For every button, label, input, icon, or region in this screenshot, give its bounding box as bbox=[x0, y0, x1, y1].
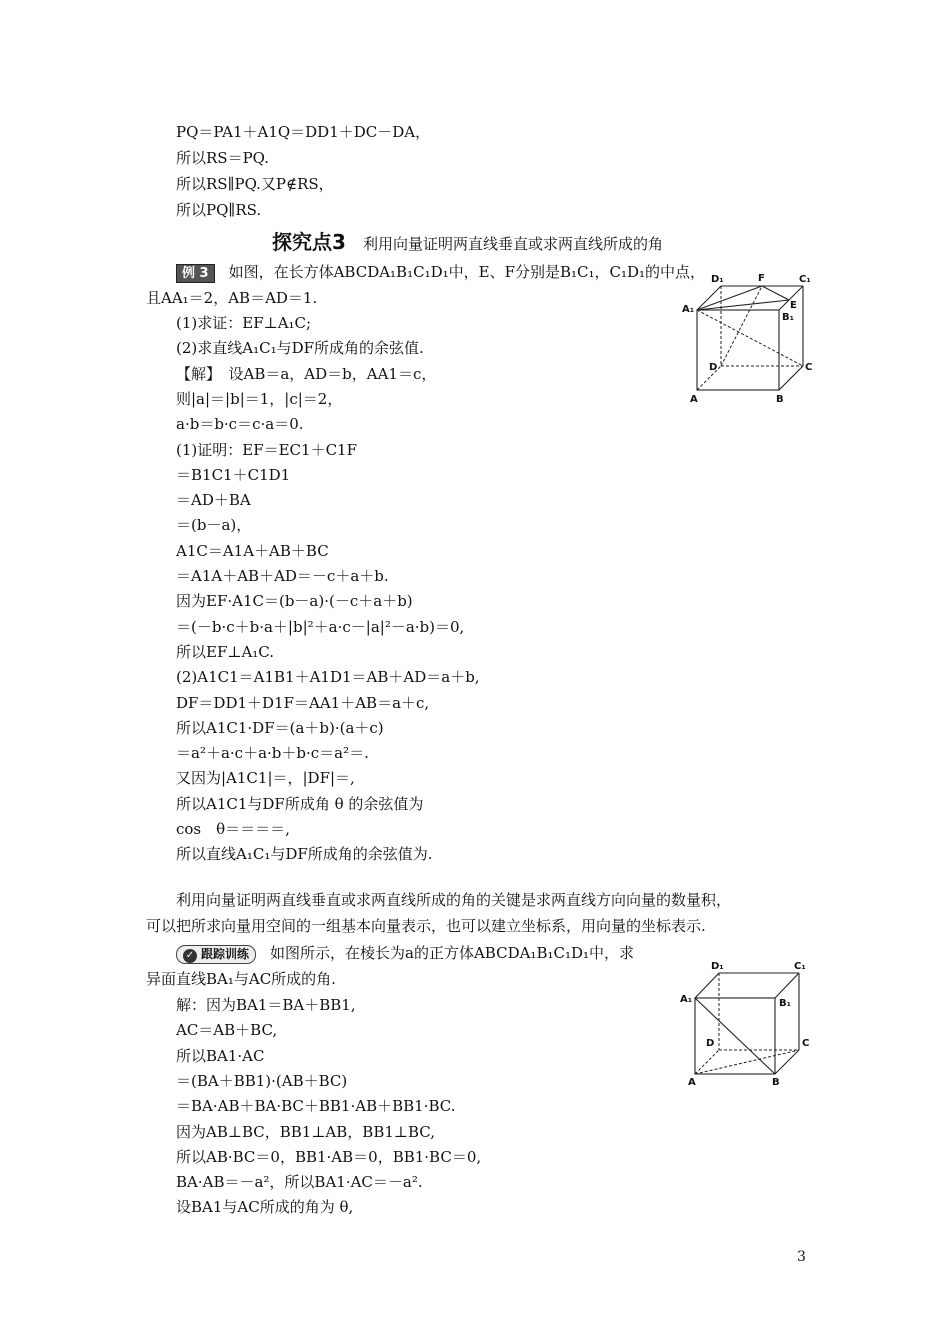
practice-intro-line bbox=[176, 943, 634, 964]
section-subtitle: 利用向量证明两直线垂直或求两直线所成的角 bbox=[363, 235, 664, 253]
label-F: F bbox=[758, 273, 765, 284]
solution-line: 因为AB⊥BC，BB1⊥AB，BB1⊥BC, bbox=[176, 1123, 435, 1141]
solution-line: ＝AD＋BA bbox=[176, 491, 251, 509]
solution-line: ＝(b－a)， bbox=[176, 516, 252, 534]
summary-line: 利用向量证明两直线垂直或求两直线所成的角的关键是求两直线方向向量的数量积， bbox=[176, 891, 732, 909]
solution-line: 解：因为BA1＝BA＋BB1, bbox=[176, 996, 356, 1014]
solution-line: ＝B1C1＋C1D1 bbox=[176, 466, 291, 484]
solution-line: 设BA1与AC所成的角为 θ, bbox=[176, 1198, 354, 1216]
summary-line: 可以把所求向量用空间的一组基本向量表示，也可以建立坐标系，用向量的坐标表示. bbox=[146, 917, 706, 935]
example-badge: 例 3 bbox=[176, 264, 215, 283]
solution-line: (1)求证：EF⊥A₁C; bbox=[176, 314, 312, 332]
solution-line: 【解】 设AB＝a，AD＝b，AA1＝c， bbox=[176, 365, 437, 383]
solution-line: ＝(－b·c＋b·a＋|b|²＋a·c－|a|²－a·b)＝0, bbox=[176, 618, 465, 636]
label-C: C bbox=[805, 362, 813, 373]
label-B1: B₁ bbox=[782, 312, 795, 323]
cuboid-figure bbox=[678, 266, 818, 406]
label-D: D bbox=[709, 362, 718, 373]
label-D1: D₁ bbox=[711, 274, 724, 285]
label-C1: C₁ bbox=[794, 961, 806, 972]
solution-line: ＝A1A＋AB＋AD＝－c＋a＋b. bbox=[176, 567, 389, 585]
example-intro-line bbox=[176, 262, 705, 283]
solution-line: ＝(BA＋BB1)·(AB＋BC) bbox=[176, 1072, 348, 1090]
solution-line: A1C＝A1A＋AB＋BC bbox=[176, 542, 329, 560]
solution-line: 所以A1C1与DF所成角 θ 的余弦值为 bbox=[176, 795, 424, 813]
label-B1: B₁ bbox=[779, 998, 792, 1009]
practice-badge: ✓ 跟踪训练 bbox=[176, 945, 256, 964]
label-A: A bbox=[688, 1077, 696, 1088]
text-line: 所以RS＝PQ. bbox=[176, 149, 269, 167]
solution-line: (2)求直线A₁C₁与DF所成角的余弦值. bbox=[176, 339, 424, 357]
solution-line: 所以BA1·AC bbox=[176, 1047, 265, 1065]
text-line: 所以PQ∥RS. bbox=[176, 201, 262, 219]
text-line: 所以RS∥PQ.又P∉RS， bbox=[176, 175, 334, 193]
solution-line: 所以直线A₁C₁与DF所成角的余弦值为. bbox=[176, 845, 433, 863]
label-A1: A₁ bbox=[680, 994, 693, 1005]
label-B: B bbox=[772, 1077, 780, 1088]
label-E: E bbox=[790, 300, 797, 311]
solution-line: 所以A1C1·DF＝(a＋b)·(a＋c) bbox=[176, 719, 384, 737]
label-C: C bbox=[802, 1038, 810, 1049]
solution-line: 所以AB·BC＝0，BB1·AB＝0，BB1·BC＝0, bbox=[176, 1148, 482, 1166]
solution-line: DF＝DD1＋D1F＝AA1＋AB＝a＋c, bbox=[176, 694, 430, 712]
solution-line: (1)证明：EF＝EC1＋C1F bbox=[176, 441, 358, 459]
text-line: 异面直线BA₁与AC所成的角. bbox=[146, 970, 336, 988]
page-number: 3 bbox=[797, 1249, 806, 1265]
practice-question: 如图所示，在棱长为a的正方体ABCDA₁B₁C₁D₁中，求 bbox=[270, 944, 635, 962]
example-question: 如图，在长方体ABCDA₁B₁C₁D₁中，E、F分别是B₁C₁，C₁D₁的中点， bbox=[228, 263, 706, 281]
label-A1: A₁ bbox=[682, 304, 695, 315]
label-D: D bbox=[706, 1038, 715, 1049]
label-C1: C₁ bbox=[799, 274, 811, 285]
cube-figure bbox=[678, 958, 818, 1088]
solution-line: ＝a²＋a·c＋a·b＋b·c＝a²＝. bbox=[176, 744, 369, 762]
solution-line: a·b＝b·c＝c·a＝0. bbox=[176, 415, 304, 433]
section-title: 探究点3 bbox=[272, 230, 346, 254]
solution-line: cos θ＝＝＝＝, bbox=[176, 820, 290, 838]
label-B: B bbox=[776, 394, 784, 405]
check-icon: ✓ bbox=[183, 949, 197, 963]
label-A: A bbox=[690, 394, 698, 405]
solution-line: ＝BA·AB＋BA·BC＋BB1·AB＋BB1·BC. bbox=[176, 1097, 456, 1115]
section-heading bbox=[272, 226, 663, 252]
solution-line: BA·AB＝－a²，所以BA1·AC＝－a². bbox=[176, 1173, 423, 1191]
solution-line: 则|a|＝|b|＝1，|c|＝2， bbox=[176, 390, 343, 408]
solution-line: 所以EF⊥A₁C. bbox=[176, 643, 275, 661]
label-D1: D₁ bbox=[711, 961, 724, 972]
solution-line: (2)A1C1＝A1B1＋A1D1＝AB＋AD＝a＋b, bbox=[176, 668, 480, 686]
text-line: 且AA₁＝2，AB＝AD＝1. bbox=[146, 289, 318, 307]
solution-line: AC＝AB＋BC, bbox=[176, 1021, 278, 1039]
solution-line: 又因为|A1C1|＝，|DF|＝, bbox=[176, 769, 355, 787]
solution-line: 因为EF·A1C＝(b－a)·(－c＋a＋b) bbox=[176, 592, 413, 610]
text-line: PQ＝PA1＋A1Q＝DD1＋DC－DA， bbox=[176, 123, 431, 141]
